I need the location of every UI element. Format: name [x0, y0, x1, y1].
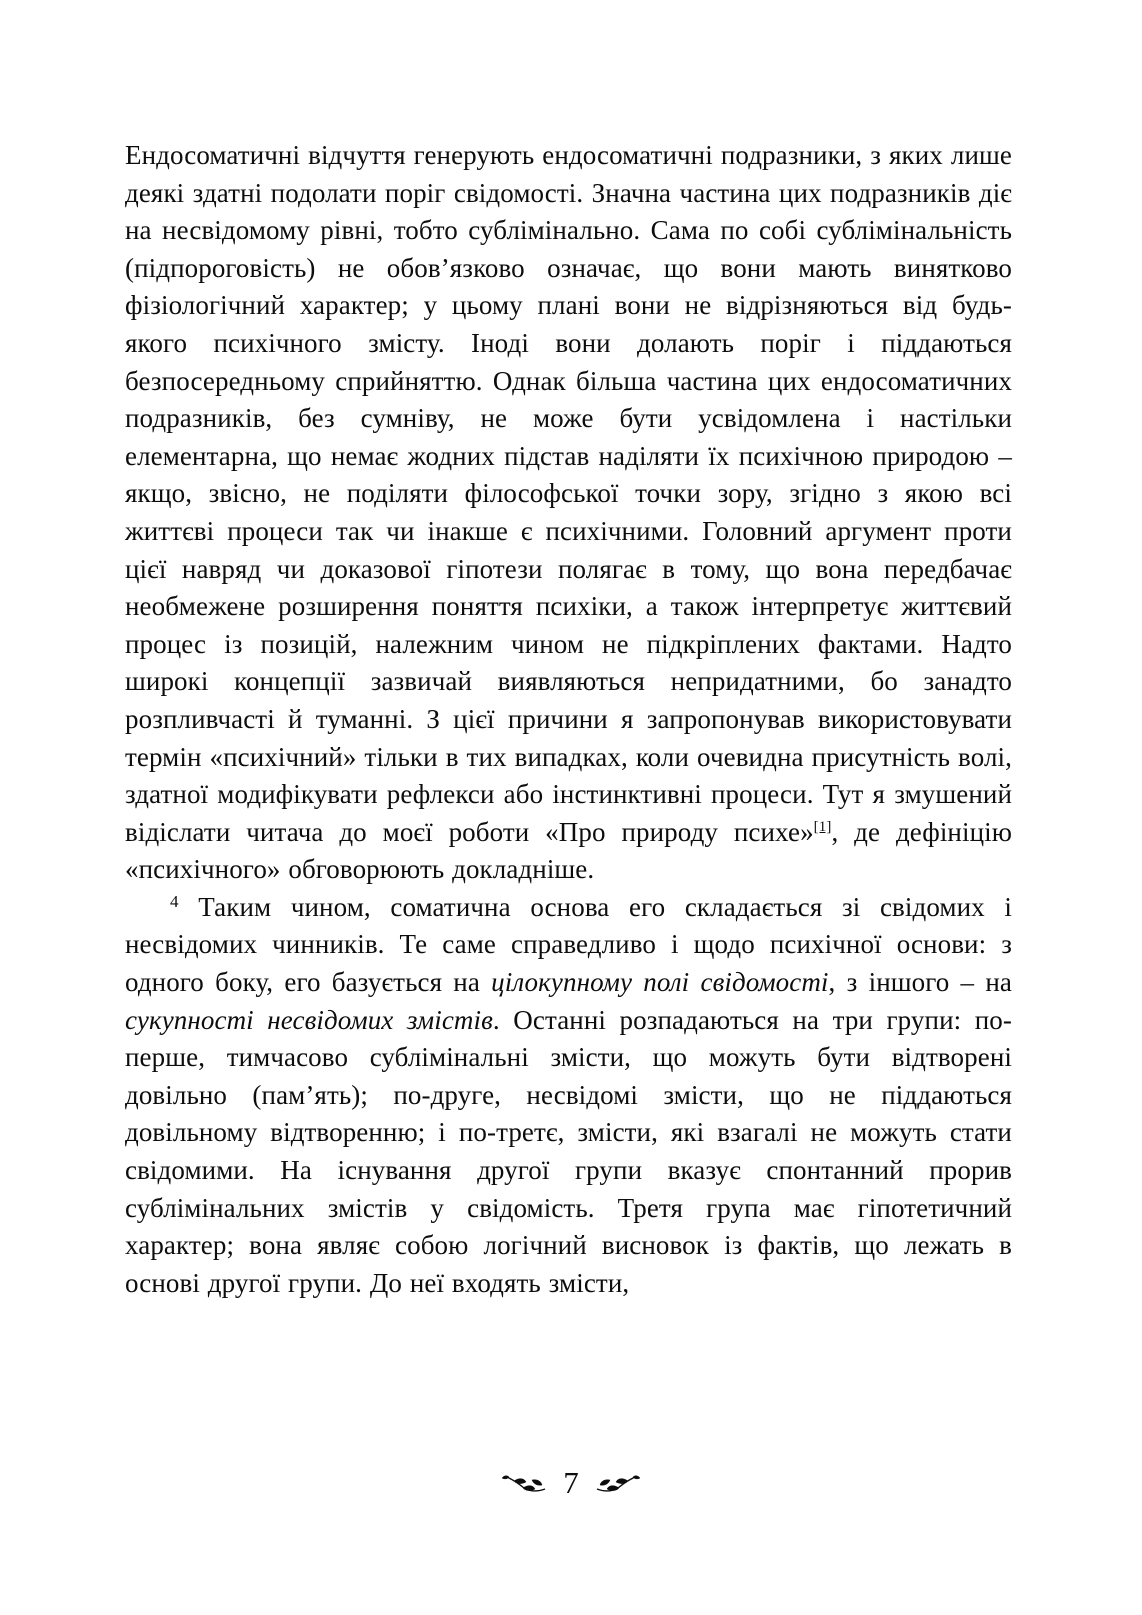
italic-phrase-sum-of-unconscious-contents: сукупності несвідомих змістів — [125, 1004, 493, 1035]
page-footer — [0, 1467, 1142, 1498]
leaf-flourish-left-icon — [501, 1471, 547, 1495]
footnote-1-link[interactable]: [1] — [813, 818, 832, 835]
paragraph-continuation — [125, 137, 1012, 889]
section-number-4: 4 — [170, 891, 179, 911]
page-number: 7 — [563, 1465, 579, 1500]
leaf-flourish-right-icon — [595, 1471, 641, 1495]
text-block — [125, 137, 1012, 1302]
paragraph-4 — [125, 889, 1012, 1303]
paragraph-1-text: Ендосоматичні відчуття генерують ендосоматичні подразники, з яких лише деякі здатні подолати поріг свідомості. Значна частина цих подразників діє на несвідомому рівні, тобто сублімінально. Сама по собі сублімінальність (підпороговість) не обов’язково означає, що вони мають винятково фізіологічний характер; у цьому плані вони не відрізняються від будь-якого психічного змісту. Іноді вони долають поріг і піддаються безпосередньому сприйняттю. Однак більша частина цих ендосоматичних подразників, без сумніву, не може бути усвідомлена і настільки елементарна, що немає жодних підстав наділяти їх психічною природою – якщо, звісно, не поділяти філософської точки зору, згідно з якою всі життєві процеси так чи інакше є психічними. Головний аргумент проти цієї навряд чи доказової гіпотези полягає в тому, що вона передбачає необмежене розширення поняття психіки, а також інтерпретує життєвий процес із позицій, належним чином не підкріплених фактами. Надто широкі концепції зазвичай виявляються непридатними, бо занадто розпливчасті й туманні. З цієї причини я запропонував використовувати термін «психічний» тільки в тих випадках, коли очевидна присутність волі, здатної модифікувати рефлекси або інстинктивні процеси. Тут я змушений відіслати читача до моєї роботи «Про природу психе» — [125, 140, 1012, 847]
italic-phrase-total-field-of-consciousness: цілокупному полі свідомості — [491, 967, 829, 998]
paragraph-2-text-mid: , з іншого – на — [828, 967, 1012, 998]
paragraph-2-text: Таким чином, соматична основа его складається зі свідомих і несвідомих чинників. Те саме справедливо і щодо психічної основи: з одного боку, его базується на — [125, 891, 1012, 998]
paragraph-1-text-after-footnote: , де дефініцію «психічного» обговорюють докладніше. — [125, 816, 1012, 885]
paragraph-2-text-end: . Останні розпадаються на три групи: по-перше, тимчасово сублімінальні змісти, що можуть бути відтворені довільно (пам’ять); по-друге, несвідомі змісти, що не піддаються довільному відтворенню; і по-третє, змісти, які взагалі не можуть стати свідомими. На існування другої групи вказує спонтанний прорив сублімінальних змістів у свідомість. Третя група має гіпотетичний характер; вона являє собою логічний висновок із фактів, що лежать в основі другої групи. До неї входять змісти, — [125, 1004, 1013, 1298]
